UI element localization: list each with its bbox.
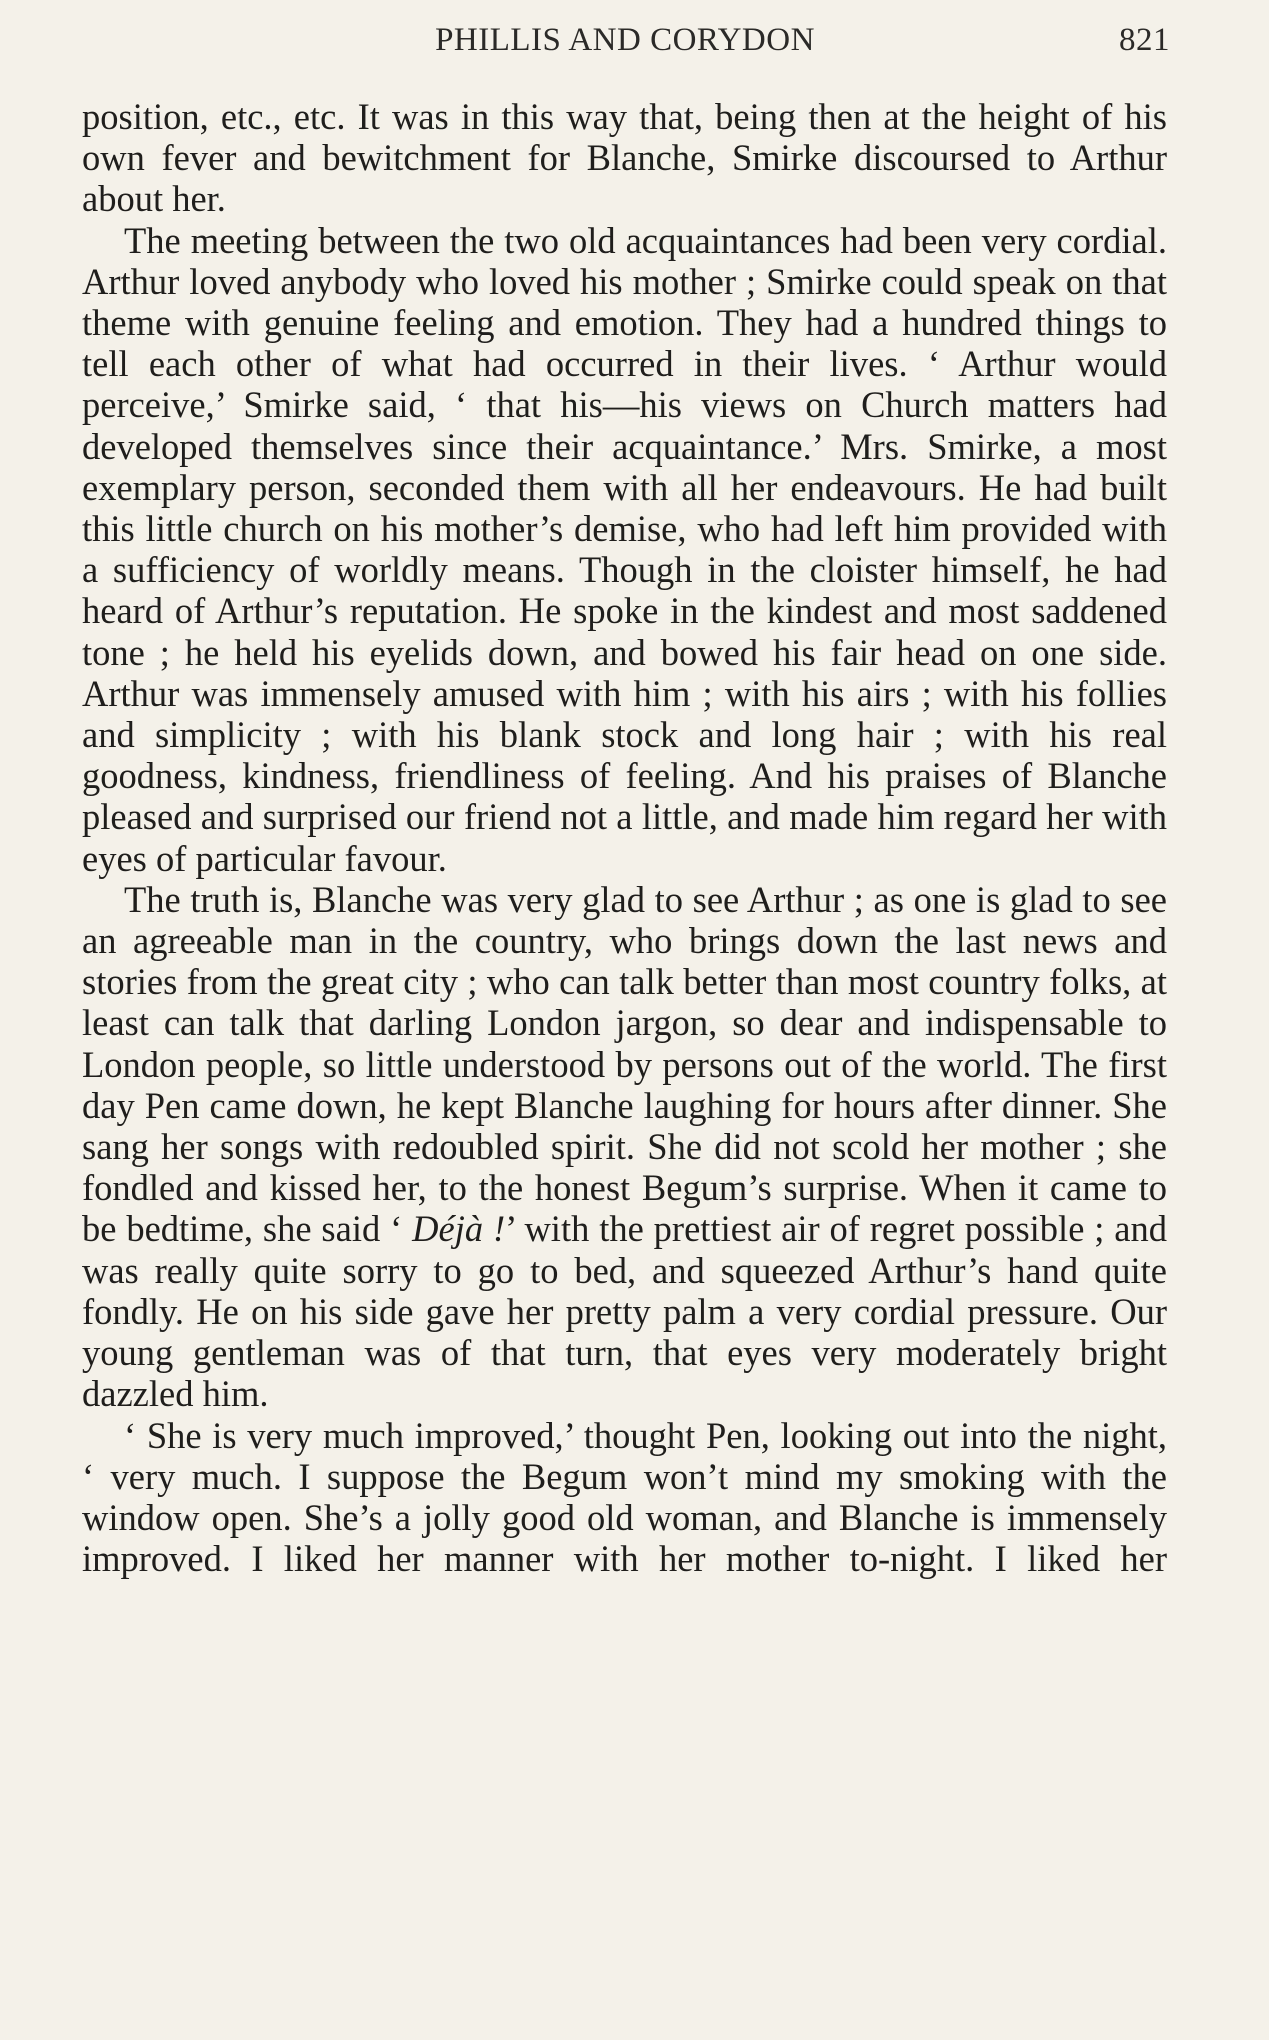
paragraph-2: The meeting between the two old acquaintances had been very cordial. Arthur loved anybody who loved his mother ; Smirke could speak on that theme with genuine feeling and emotion. They had a hundred things to tell each other of what had occurred in their lives. ‘ Arthur would perceive,’ Smirke said, ‘ that his—his views on Church matters had developed themselves since their acquaintance.’ Mrs. Smirke, a most exemplary person, seconded them with all her endeavours. He had built this little church on his mother’s demise, who had left him provided with a sufficiency of worldly means. Though in the cloister himself, he had heard of Arthur’s reputation. He spoke in the kindest and most saddened tone ; he held his eyelids down, and bowed his fair head on one side. Arthur was immensely amused with him ; with his airs ; with his follies and simplicity ; with his blank stock and long hair ; with his real goodness, kindness, friendliness of feeling. And his praises of Blanche pleased and surprised our friend not a little, and made him regard her with eyes of particular favour. xyxy=(82,219,1167,879)
paragraph-1: position, etc., etc. It was in this way that, being then at the height of his own fever and bewitchment for Blanche, Smirke discoursed to Arthur about her. xyxy=(82,96,1167,220)
paragraph-3-italic-deja: Déjà ! xyxy=(412,1208,506,1250)
page-number: 821 xyxy=(1119,22,1170,58)
paragraph-4: ‘ She is very much improved,’ thought Pen, looking out into the night, ‘ very much. I suppose the Begum won’t mind my smoking with the window open. She’s a jolly good old woman, and Blanche is immensely improved. I liked her manner with her mother to-night. I liked her xyxy=(82,1414,1167,1580)
paragraph-3-text-before: The truth is, Blanche was very glad to see Arthur ; as one is glad to see an agreeable man in the country, who brings down the last news and stories from the great city ; who can talk better than most country folks, at least can talk that darling London jargon, so dear and indispensable to London people, so little understood by persons out of the world. The first day Pen came down, he kept Blanche laughing for hours after dinner. She sang her songs with redoubled spirit. She did not scold her mother ; she fondled and kissed her, to the honest Begum’s surprise. When it came to be bedtime, she said ‘ xyxy=(82,878,1167,1250)
running-head-title: PHILLIS AND CORYDON xyxy=(435,22,815,58)
paragraph-3-text-after: ’ with the prettiest air of regret possible ; and was really quite sorry to go to bed, and squeezed Arthur’s hand quite fondly. He on his side gave her pretty palm a very cordial pressure. Our young gentleman was of that turn, that eyes very moderately bright dazzled him. xyxy=(82,1208,1167,1415)
running-head xyxy=(80,22,1170,66)
paragraph-3 xyxy=(82,879,1167,1415)
body-text xyxy=(82,96,1167,1579)
